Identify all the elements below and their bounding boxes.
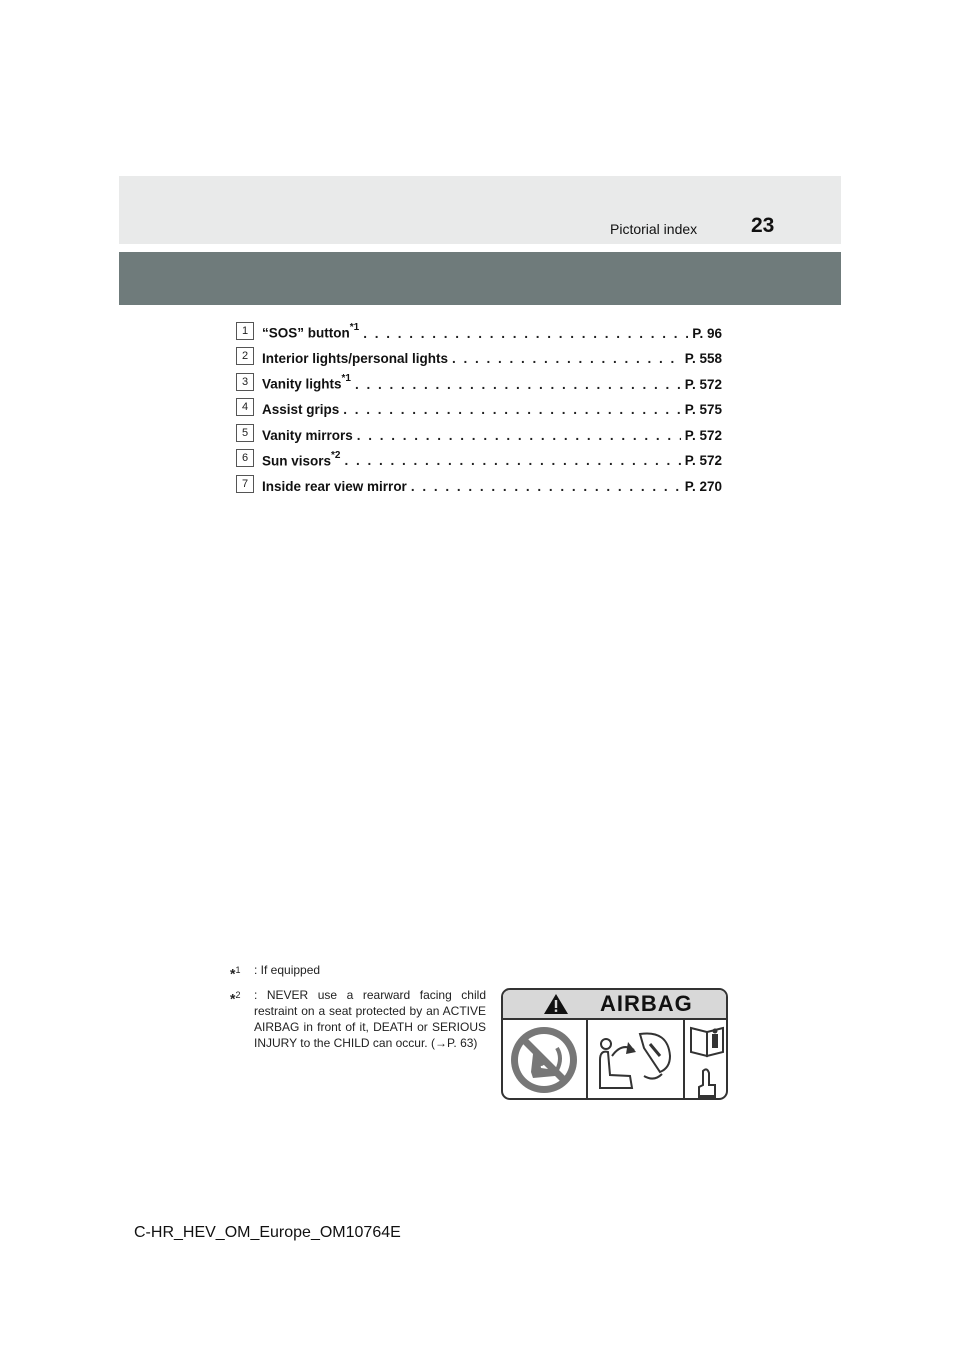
document-code: C-HR_HEV_OM_Europe_OM10764E [134,1224,401,1241]
manual-book-icon [685,1020,728,1060]
footnote-ref: *1 [341,373,351,384]
warning-triangle-icon [543,993,569,1015]
index-list [236,315,722,494]
item-number: 1 [236,322,254,340]
page-ref[interactable]: P. 572 [684,376,722,392]
index-item-3[interactable] [236,366,722,392]
footnote-text: : If equipped [254,963,321,977]
airbag-title: AIRBAG [600,991,693,1016]
leader-dots [363,326,688,341]
page-ref[interactable]: P. 270 [684,478,722,494]
page-ref[interactable]: P. 575 [684,402,722,417]
item-label: Vanity lights$^{*1}$ [262,373,351,392]
item-number: 5 [236,424,254,442]
no-child-seat-icon [503,1020,586,1100]
airbag-deploy-icon [588,1020,683,1100]
page-number: 23 [751,214,775,237]
leader-dots [411,479,681,494]
item-number: 7 [236,475,254,493]
item-label: Vanity mirrors [262,427,353,443]
footnote-text: : NEVER use a rearward facing child restraint on a seat protected by an ACTIVE AIRBAG in front of it, DEATH or SERIOUS INJURY to the CHILD can occur. (→P. 63) [254,988,486,1050]
index-item-6[interactable] [236,443,722,469]
item-number: 4 [236,398,254,416]
manual-cell [685,1020,728,1100]
item-number: 3 [236,373,254,391]
footnote-ref: *2 [331,449,341,461]
footnote-2: *$^2$ : NEVER use a rearward facing child restraint on a seat protected by an ACTIVE AIRBAG in front of it, DEATH or SERIOUS INJURY to the CHILD can occur. (→P. 63) [230,988,486,1050]
read-hand-icon [685,1065,728,1100]
item-label: Assist grips [262,402,340,417]
airbag-deploy-cell [588,1020,685,1100]
page-ref[interactable]: P. 96 [692,325,722,341]
item-label: “SOS” button$^{*1}$ [262,322,360,341]
item-label: Sun visors$^{*2}$ [262,449,341,468]
index-item-5[interactable] [236,417,722,443]
page-ref[interactable]: P. 558 [684,351,722,366]
item-label: Inside rear view mirror [262,478,407,494]
leader-dots [343,402,680,417]
no-child-seat-cell [503,1020,588,1100]
footnote-ref: *1 [349,322,360,333]
leader-dots [357,428,681,443]
item-number: 6 [236,449,254,467]
airbag-warning-label [501,988,728,1100]
leader-dots [344,453,680,468]
airbag-pictograms [503,1020,726,1100]
airbag-label-header [503,990,726,1020]
leader-dots [452,351,681,366]
leader-dots [355,377,681,392]
header-band [119,176,841,244]
item-number: 2 [236,347,254,365]
page-ref[interactable]: P. 572 [684,427,722,443]
index-item-4[interactable] [236,392,722,418]
footnote-1: *$^1$ : If equipped [230,963,321,982]
page-ref[interactable]: P. 572 [684,453,722,468]
index-item-7[interactable] [236,468,722,494]
index-item-1[interactable] [236,315,722,341]
item-label: Interior lights/personal lights [262,351,449,366]
section-band [119,252,841,305]
index-item-2[interactable] [236,341,722,367]
section-title: Pictorial index [610,221,698,237]
